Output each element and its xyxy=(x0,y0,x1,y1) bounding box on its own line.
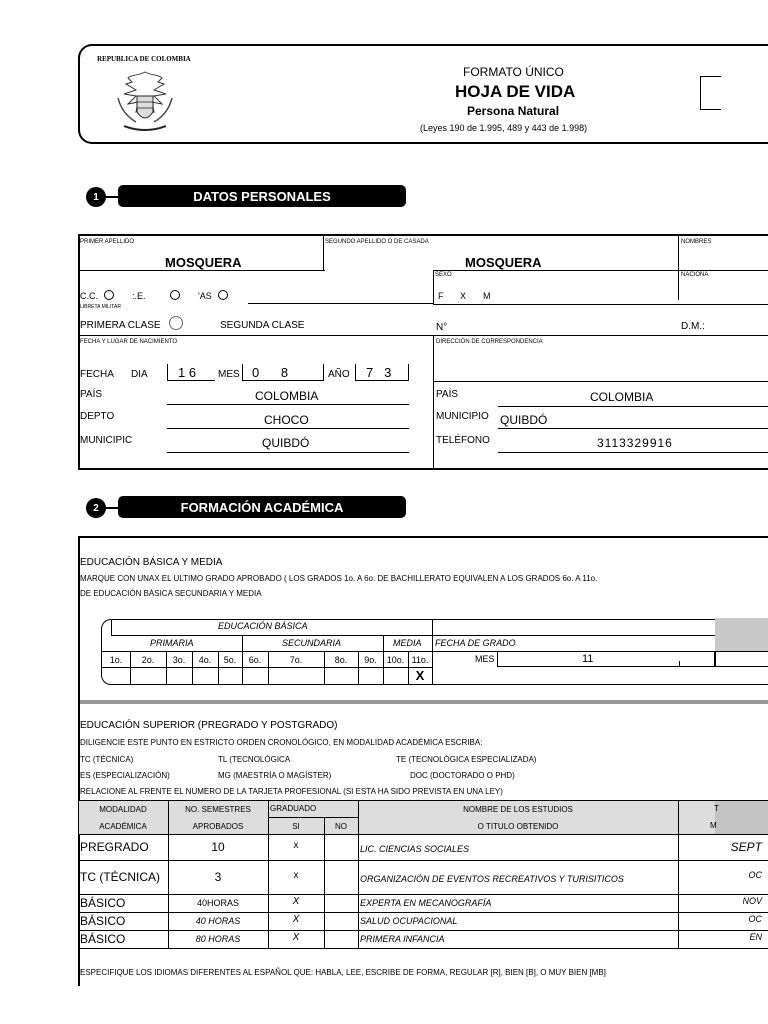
secundaria-label: SECUNDARIA xyxy=(282,638,342,648)
grade-label: 7o. xyxy=(289,655,303,665)
row-modalidad: PREGRADO xyxy=(80,840,149,854)
number-label: N° xyxy=(436,322,448,333)
row-semestres: 3 xyxy=(214,870,222,884)
telefono-label: TELÉFONO xyxy=(436,435,490,446)
municipio-label: MUNICIPIC xyxy=(80,435,133,446)
mg-label: MG (MAESTRÍA O MAGÍSTER) xyxy=(218,771,332,780)
divider xyxy=(111,635,768,636)
primaria-label: PRIMARIA xyxy=(150,638,194,648)
pais-label: PAÍS xyxy=(80,389,103,400)
laws-label: (Leyes 190 de 1.995, 489 y 443 de 1.998) xyxy=(420,123,588,133)
format-label: FORMATO ÚNICO xyxy=(463,65,564,79)
col-no: NO xyxy=(335,822,347,831)
grade-label: 6o. xyxy=(248,655,262,665)
divider xyxy=(383,635,384,651)
row-graduado-si: x xyxy=(293,870,299,881)
separator-bar xyxy=(80,700,768,704)
pais-value[interactable]: COLOMBIA xyxy=(255,389,319,403)
grade-label: 3o. xyxy=(172,655,186,665)
grado-mes-label: MES xyxy=(475,654,495,664)
row-semestres: 80 HORAS xyxy=(195,934,241,944)
grade-label: 2o. xyxy=(141,655,155,665)
first-surname-value[interactable]: MOSQUERA xyxy=(165,255,242,270)
table-row[interactable] xyxy=(78,834,768,860)
id-number-line[interactable] xyxy=(248,303,433,304)
row-fecha: SEPT xyxy=(730,840,762,854)
relacione-label: RELACIONE AL FRENTE EL NUMERO DE LA TARJETA PROFESIONAL (SI ESTA HA SIDO PREVISTA EN UNA LEY) xyxy=(80,787,503,796)
row-graduado-si: X xyxy=(292,896,300,907)
divider xyxy=(167,404,409,405)
id-ce-radio[interactable] xyxy=(170,290,180,300)
grade-checkbox[interactable] xyxy=(242,667,268,684)
second-surname-value[interactable]: MOSQUERA xyxy=(465,255,542,270)
row-modalidad: TC (TÉCNICA) xyxy=(80,870,160,884)
col-m: M xyxy=(710,821,717,830)
birth-label: FECHA Y LUGAR DE NACIMIENTO xyxy=(80,339,178,345)
doc-label: DOC (DOCTORADO O PHD) xyxy=(410,771,515,780)
row-fecha: OC xyxy=(748,914,762,924)
page-title: HOJA DE VIDA xyxy=(455,82,576,101)
es-label: ES (ESPECIALIZACIÓN) xyxy=(80,771,170,780)
grado-mes-value: 11 xyxy=(582,653,594,665)
grade-label: 11o. xyxy=(411,655,429,665)
col-t: T xyxy=(714,804,719,813)
table-row[interactable] xyxy=(78,860,768,894)
tc-label: TC (TÉCNICA) xyxy=(80,755,134,764)
grade-checkbox[interactable] xyxy=(408,667,432,684)
divider xyxy=(433,335,434,470)
second-surname-label: SEGUNDO APELLIDO O DE CASADA xyxy=(325,239,429,245)
grado-mes-box[interactable] xyxy=(497,651,715,667)
grade-mark: X xyxy=(415,668,425,683)
coat-of-arms-icon xyxy=(110,68,180,136)
grade-checkbox[interactable] xyxy=(130,667,166,684)
grade-checkbox[interactable] xyxy=(218,667,242,684)
nationality-label: NACIONA xyxy=(681,272,709,278)
divider xyxy=(80,335,768,336)
row-graduado-si: X xyxy=(292,914,300,925)
table-row[interactable] xyxy=(78,930,768,948)
table-row-line xyxy=(78,948,768,949)
grade-label: 5o. xyxy=(223,655,237,665)
row-titulo: ORGANIZACIÓN DE EVENTOS RECREATIVOS Y TURISITICOS xyxy=(360,874,624,884)
telefono-value[interactable]: 3113329916 xyxy=(597,436,673,450)
depto-label: DEPTO xyxy=(80,411,115,422)
grade-checkbox[interactable] xyxy=(358,667,383,684)
row-semestres: 40HORAS xyxy=(196,898,240,908)
second-class-label: SEGUNDA CLASE xyxy=(220,320,305,331)
divider xyxy=(498,428,768,429)
divider xyxy=(433,381,768,382)
grade-label: 8o. xyxy=(334,655,348,665)
sex-label: SEXO xyxy=(435,272,452,278)
col-semestres-1: NO. SEMESTRES xyxy=(185,805,251,814)
anio-label: AÑO xyxy=(328,369,350,380)
id-cc-label: C.C. xyxy=(80,291,98,301)
pais2-value[interactable]: COLOMBIA xyxy=(590,390,654,404)
divider xyxy=(498,406,768,407)
divider xyxy=(498,452,768,453)
grade-label: 1o. xyxy=(109,655,123,665)
grade-checkbox[interactable] xyxy=(324,667,358,684)
dm-label: D.M.: xyxy=(681,321,705,332)
header-side-box xyxy=(700,76,721,110)
grade-checkbox[interactable] xyxy=(383,667,408,684)
higher-instruction: DILIGENCIE ESTE PUNTO EN ESTRICTO ORDEN CRONOLÓGICO, EN MODALIDAD ACADÉMICA ESCRIBA: xyxy=(80,738,483,747)
anio-value: 7 3 xyxy=(366,365,392,380)
basic-instruction-1: MARQUE CON UNAX EL ULTIMO GRADO APROBADO ( LOS GRADOS 1o. A 6o. DE BACHILLERATO EQUIVALEN A LOS GRADOS 6o. A 11o. xyxy=(80,574,598,583)
row-titulo: SALUD OCUPACIONAL xyxy=(360,916,458,926)
divider xyxy=(268,817,358,818)
row-semestres: 10 xyxy=(211,840,225,854)
row-semestres: 40 HORAS xyxy=(195,916,241,926)
grade-checkbox[interactable] xyxy=(192,667,218,684)
row-modalidad: BÁSICO xyxy=(80,932,126,946)
mes-label: MES xyxy=(218,369,240,380)
section-2-number: 2 xyxy=(86,498,106,518)
id-cc-radio[interactable] xyxy=(104,290,114,300)
first-class-radio[interactable] xyxy=(169,316,183,330)
divider xyxy=(167,452,409,453)
section-1-number: 1 xyxy=(86,187,106,207)
col-modalidad-2: ACADÉMICA xyxy=(99,822,147,831)
grade-label: 10o. xyxy=(386,655,405,665)
col-nombre-2: O TITULO OBTENIDO xyxy=(477,822,559,831)
row-graduado-si: x xyxy=(293,840,299,851)
gray-panel xyxy=(715,618,768,651)
divider xyxy=(78,800,768,801)
media-label: MEDIA xyxy=(393,638,422,648)
te-label: TE (TECNOLÓGICA ESPECIALIZADA) xyxy=(396,755,537,764)
pais2-label: PAÍS xyxy=(436,389,459,400)
names-label: NOMBRES xyxy=(681,239,712,245)
basic-title: EDUCACIÓN BÁSICA Y MEDIA xyxy=(80,557,223,568)
row-modalidad: BÁSICO xyxy=(80,914,126,928)
idiomas-instruction: ESPECIFIQUE LOS IDIOMAS DIFERENTES AL ESPAÑOL QUE: HABLA, LEE, ESCRIBE DE FORMA, REGULAR [R], BIEN [B], O MUY BIEN [MB] xyxy=(80,968,606,977)
divider xyxy=(678,236,679,300)
fecha-label: FECHA xyxy=(80,369,114,380)
sex-f[interactable]: F xyxy=(438,291,444,301)
id-pas-radio[interactable] xyxy=(218,290,228,300)
divider xyxy=(433,270,768,271)
row-titulo: PRIMERA INFANCIA xyxy=(360,934,445,944)
higher-title: EDUCACIÓN SUPERIOR (PREGRADO Y POSTGRADO) xyxy=(80,720,338,731)
divider xyxy=(679,661,680,667)
first-class-label: PRIMERA CLASE xyxy=(80,320,161,331)
depto-value[interactable]: CHOCO xyxy=(264,413,309,427)
row-graduado-si: X xyxy=(292,932,300,943)
fecha-grado-label: FECHA DE GRADO xyxy=(435,638,516,648)
divider xyxy=(80,270,325,271)
divider xyxy=(433,304,768,305)
divider xyxy=(323,236,324,270)
row-titulo: EXPERTA EN MECANOGRAFÍA xyxy=(360,898,492,908)
divider xyxy=(433,270,434,304)
col-nombre-1: NOMBRE DE LOS ESTUDIOS xyxy=(463,805,573,814)
tl-label: TL (TECNOLÓGICA xyxy=(218,755,291,764)
id-pas-label: 'AS xyxy=(198,291,212,301)
row-fecha: NOV xyxy=(742,896,762,906)
municipio2-value[interactable]: QUIBDÓ xyxy=(500,413,548,427)
grade-checkbox[interactable] xyxy=(166,667,192,684)
basic-header: EDUCACIÓN BÁSICA xyxy=(218,621,308,631)
row-fecha: OC xyxy=(748,870,762,880)
military-label: LIBRETA MILITAR xyxy=(80,304,121,310)
dia-value: 1 6 xyxy=(178,365,197,380)
address-label: DIRECCIÓN DE CORRESPONDENCIA xyxy=(436,339,543,345)
col-graduado: GRADUADO xyxy=(270,804,317,813)
row-fecha: EN xyxy=(749,932,762,942)
municipio2-label: MUNICIPIO xyxy=(436,411,489,422)
col-si: SI xyxy=(292,822,300,831)
grade-divider xyxy=(432,651,433,685)
section-2-title: FORMACIÓN ACADÉMICA xyxy=(118,496,406,518)
divider xyxy=(167,428,409,429)
id-ce-label: :.E. xyxy=(132,291,146,301)
table-row[interactable] xyxy=(78,912,768,930)
first-surname-label: PRIMER APELLIDO xyxy=(80,239,135,245)
sex-mark[interactable]: X xyxy=(460,291,467,301)
country-label: REPUBLICA DE COLOMBIA xyxy=(97,55,191,63)
grado-anio-box[interactable] xyxy=(715,651,768,667)
mes-value: 0 8 xyxy=(252,365,289,380)
dia-label: DIA xyxy=(131,369,148,380)
grade-label: 4o. xyxy=(198,655,212,665)
subtitle-label: Persona Natural xyxy=(467,104,560,118)
grade-checkbox[interactable] xyxy=(268,667,324,684)
section-1-title: DATOS PERSONALES xyxy=(118,185,406,207)
basic-instruction-2: DE EDUCACIÓN BÁSICA SECUNDARIA Y MEDIA xyxy=(80,589,262,598)
divider xyxy=(111,619,112,635)
row-titulo: LIC. CIENCIAS SOCIALES xyxy=(360,844,470,854)
gray-panel xyxy=(715,800,768,834)
divider xyxy=(242,635,243,651)
row-modalidad: BÁSICO xyxy=(80,896,126,910)
municipio-value[interactable]: QUIBDÓ xyxy=(262,436,310,450)
col-modalidad-1: MODALIDAD xyxy=(99,805,147,814)
grade-label: 9o. xyxy=(364,655,377,665)
table-row[interactable] xyxy=(78,894,768,912)
grade-checkbox[interactable] xyxy=(102,667,130,684)
col-semestres-2: APROBADOS xyxy=(192,822,244,831)
sex-m[interactable]: M xyxy=(483,291,491,301)
